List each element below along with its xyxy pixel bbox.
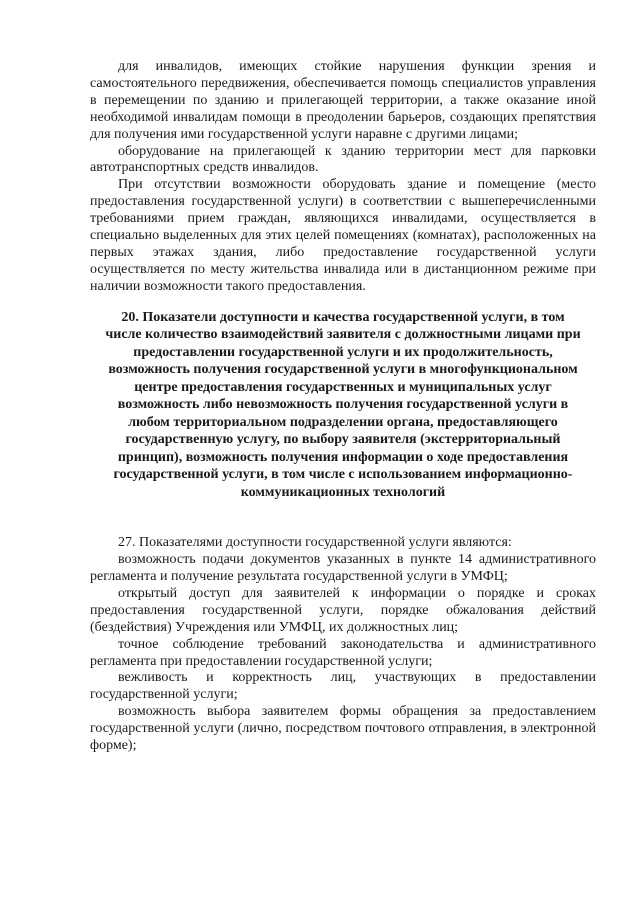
paragraph-politeness: вежливость и корректность лиц, участвующих в предоставлении государственной услуги;	[90, 670, 596, 703]
paragraph-submit-documents: возможность подачи документов указанных в пункте 14 административного регламента и получение результата государственной услуги в УМФЦ;	[90, 552, 596, 584]
paragraph-compliance: точное соблюдение требований законодательства и административного регламента при предоставлении государственной услуги;	[90, 636, 596, 669]
paragraph-disabled-assistance: для инвалидов, имеющих стойкие нарушения функции зрения и самостоятельного передвижения, обеспечивается помощь специалистов управления в перемещении по зданию и прилегающей территории, а также оказание иной необходимой инвалидам помощи в преодолении барьеров, создающих препятствия для получения ими государственной услуги наравне с другими лицами;	[90, 59, 596, 142]
paragraph-item-27: 27. Показателями доступности государственной услуги являются:	[118, 535, 512, 551]
spacer	[90, 501, 596, 535]
paragraph-parking: оборудование на прилегающей к зданию территории мест для парковки автотранспортных средств инвалидов.	[90, 143, 596, 176]
paragraph-choice-of-form: возможность выбора заявителем формы обращения за предоставлением государственной услуги (лично, посредством почтового отправления, в электронной форме);	[90, 704, 596, 754]
paragraph-no-equipment: При отсутствии возможности оборудовать здание и помещение (место предоставления государственной услуги) в соответствии с вышеперечисленными требованиями прием граждан, являющихся инвалидами, осуществляется в специально выделенных для этих целей помещениях (комнатах), расположенных на первых этажах здания, либо предоставление государственной услуги осуществляется по месту жительства инвалида или в дистанционном режиме при наличии возможности такого предоставления.	[90, 177, 596, 294]
section-heading: 20. Показатели доступности и качества государственной услуги, в том числе количество взаимодействий заявителя с должностными лицами при предоставлении государственной услуги и их продолжительность, возможность получения государственной услуги в многофункциональном центре предоставления государственных и муниципальных услуг возможность либо невозможность получения государственной услуги в любом территориальном подразделении органа, предоставляющего государственную услугу, по выбору заявителя (экстерриториальный принцип), возможность получения информации о ходе предоставления государственной услуги, в том числе с использованием информационно-коммуникационных технологий	[105, 309, 581, 500]
paragraph-open-access: открытый доступ для заявителей к информации о порядке и сроках предоставления государственной услуги, порядке обжалования действий (бездействия) Учреждения или УМФЦ, их должностных лиц;	[90, 585, 596, 635]
document-page	[90, 59, 596, 755]
